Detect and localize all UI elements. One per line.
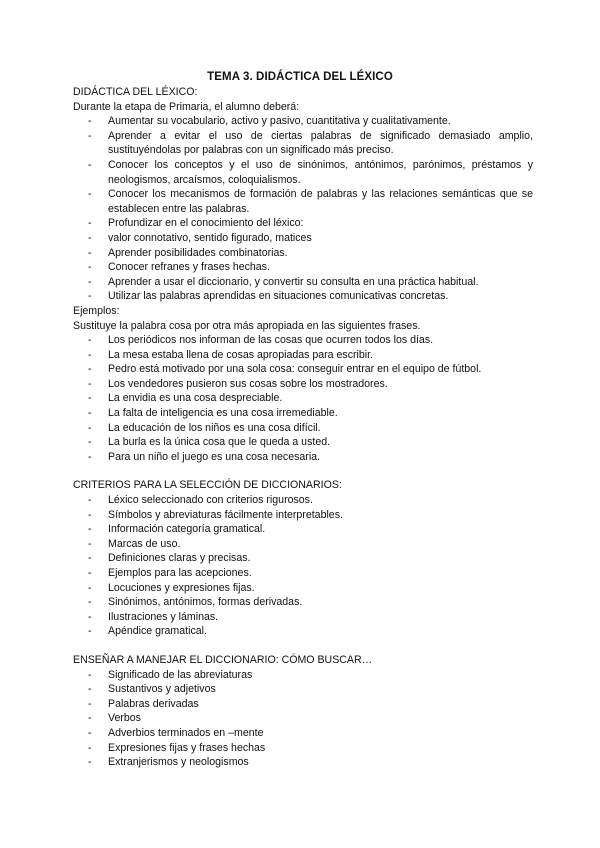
bullet-dash: - bbox=[88, 712, 92, 725]
search-topics-list bbox=[73, 668, 533, 770]
bullet-dash: - bbox=[88, 625, 92, 638]
list-item: - La envidia es una cosa despreciable. bbox=[88, 392, 283, 405]
section-heading-didactica: DIDÁCTICA DEL LÉXICO: bbox=[73, 86, 198, 98]
bullet-dash: - bbox=[88, 697, 92, 710]
list-item: - La falta de inteligencia es una cosa irremediable. bbox=[88, 407, 338, 420]
list-item: - Palabras derivadas bbox=[88, 697, 199, 710]
bullet-dash: - bbox=[88, 246, 92, 259]
bullet-dash: - bbox=[88, 552, 92, 565]
bullet-dash: - bbox=[88, 508, 92, 521]
list-item: - La educación de los niños es una cosa difícil. bbox=[88, 421, 321, 434]
bullet-dash: - bbox=[88, 494, 92, 507]
bullet-dash: - bbox=[88, 334, 92, 347]
section-intro-primaria: Durante la etapa de Primaria, el alumno deberá: bbox=[73, 100, 300, 113]
bullet-dash: - bbox=[88, 436, 92, 449]
bullet-dash: - bbox=[88, 275, 92, 288]
list-item: - Significado de las abreviaturas bbox=[88, 668, 253, 681]
bullet-dash: - bbox=[88, 596, 92, 609]
list-item: - Verbos bbox=[88, 712, 141, 725]
bullet-dash: - bbox=[88, 421, 92, 434]
criteria-list bbox=[73, 493, 533, 639]
list-item: - Sinónimos, antónimos, formas derivadas. bbox=[88, 596, 303, 609]
list-item: - Conocer refranes y frases hechas. bbox=[88, 261, 270, 274]
list-item: - Expresiones fijas y frases hechas bbox=[88, 741, 266, 754]
list-item: - Aumentar su vocabulario, activo y pasivo, cuantitativa y cualitativamente. bbox=[88, 115, 451, 128]
list-item: - Locuciones y expresiones fijas. bbox=[88, 581, 255, 594]
section-intro-sustituye: Sustituye la palabra cosa por otra más apropiada en las siguientes frases. bbox=[73, 319, 421, 332]
bullet-dash: - bbox=[88, 363, 92, 376]
list-item: - Aprender a evitar el uso de ciertas palabras de significado demasiado amplio, sustituyéndolas por palabras con un significado más preciso. bbox=[88, 129, 533, 157]
list-item: - Utilizar las palabras aprendidas en situaciones comunicativas concretas. bbox=[88, 290, 449, 303]
section-heading-ejemplos: Ejemplos: bbox=[73, 304, 120, 317]
list-item: - Pedro está motivado por una sola cosa: conseguir entrar en el equipo de fútbol. bbox=[88, 363, 482, 376]
list-item: - La burla es la única cosa que le queda a usted. bbox=[88, 436, 331, 449]
list-item: - Los vendedores pusieron sus cosas sobre los mostradores. bbox=[88, 377, 388, 390]
bullet-dash: - bbox=[88, 581, 92, 594]
list-item: - Información categoría gramatical. bbox=[88, 523, 266, 536]
section-spacer bbox=[73, 464, 533, 478]
bullet-dash: - bbox=[88, 129, 92, 142]
bullet-dash: - bbox=[88, 668, 92, 681]
bullet-dash: - bbox=[88, 523, 92, 536]
list-item: - Adverbios terminados en –mente bbox=[88, 726, 264, 739]
section-spacer bbox=[73, 639, 533, 653]
bullet-dash: - bbox=[88, 261, 92, 274]
bullet-dash: - bbox=[88, 158, 92, 171]
bullet-dash: - bbox=[88, 537, 92, 550]
list-item: - valor connotativo, sentido figurado, matices bbox=[88, 231, 312, 244]
list-item: - Para un niño el juego es una cosa necesaria. bbox=[88, 450, 321, 463]
objectives-list bbox=[73, 114, 533, 304]
bullet-dash: - bbox=[88, 115, 92, 128]
bullet-dash: - bbox=[88, 567, 92, 579]
bullet-dash: - bbox=[88, 407, 92, 420]
section-heading-ensenar: ENSEÑAR A MANEJAR EL DICCIONARIO: CÓMO BUSCAR… bbox=[73, 653, 373, 666]
list-item: - Profundizar en el conocimiento del léxico: bbox=[88, 217, 304, 230]
list-item: - Los periódicos nos informan de las cosas que ocurren todos los días. bbox=[88, 334, 434, 347]
bullet-dash: - bbox=[88, 450, 92, 463]
bullet-dash: - bbox=[88, 217, 92, 230]
list-item: - Aprender a usar el diccionario, y convertir su consulta en una práctica habitual. bbox=[88, 275, 479, 288]
list-item: - La mesa estaba llena de cosas apropiadas para escribir. bbox=[88, 348, 374, 361]
examples-list bbox=[73, 333, 533, 464]
list-item: - Léxico seleccionado con criterios rigurosos. bbox=[88, 494, 313, 507]
list-item: - Conocer los conceptos y el uso de sinónimos, antónimos, parónimos, préstamos y neologismos, arcaísmos, coloquialismos. bbox=[88, 158, 533, 186]
list-item: - Extranjerismos y neologismos bbox=[88, 756, 249, 769]
bullet-dash: - bbox=[88, 377, 92, 390]
bullet-dash: - bbox=[88, 726, 92, 739]
bullet-dash: - bbox=[88, 290, 92, 303]
bullet-dash: - bbox=[88, 756, 92, 769]
bullet-dash: - bbox=[88, 348, 92, 361]
list-item: - Apéndice gramatical. bbox=[88, 625, 207, 638]
bullet-dash: - bbox=[88, 610, 92, 623]
list-item: - Símbolos y abreviaturas fácilmente interpretables. bbox=[88, 508, 343, 521]
bullet-dash: - bbox=[88, 741, 92, 754]
list-item: - Definiciones claras y precisas. bbox=[88, 552, 251, 565]
bullet-dash: - bbox=[88, 231, 92, 244]
section-heading-criterios: CRITERIOS PARA LA SELECCIÓN DE DICCIONARIOS: bbox=[73, 479, 342, 492]
document-body bbox=[73, 85, 533, 770]
list-item: - Marcas de uso. bbox=[88, 537, 181, 550]
list-item: - Conocer los mecanismos de formación de palabras y las relaciones semánticas que se establecen entre las palabras. bbox=[88, 188, 533, 215]
list-item: - Ejemplos para las acepciones. bbox=[88, 567, 252, 579]
list-item: - Aprender posibilidades combinatorias. bbox=[88, 246, 288, 259]
bullet-dash: - bbox=[88, 188, 92, 201]
list-item: - Ilustraciones y láminas. bbox=[88, 610, 219, 623]
bullet-dash: - bbox=[88, 392, 92, 405]
list-item: - Sustantivos y adjetivos bbox=[88, 683, 216, 696]
bullet-dash: - bbox=[88, 683, 92, 696]
document-title: TEMA 3. DIDÁCTICA DEL LÉXICO bbox=[207, 71, 393, 83]
